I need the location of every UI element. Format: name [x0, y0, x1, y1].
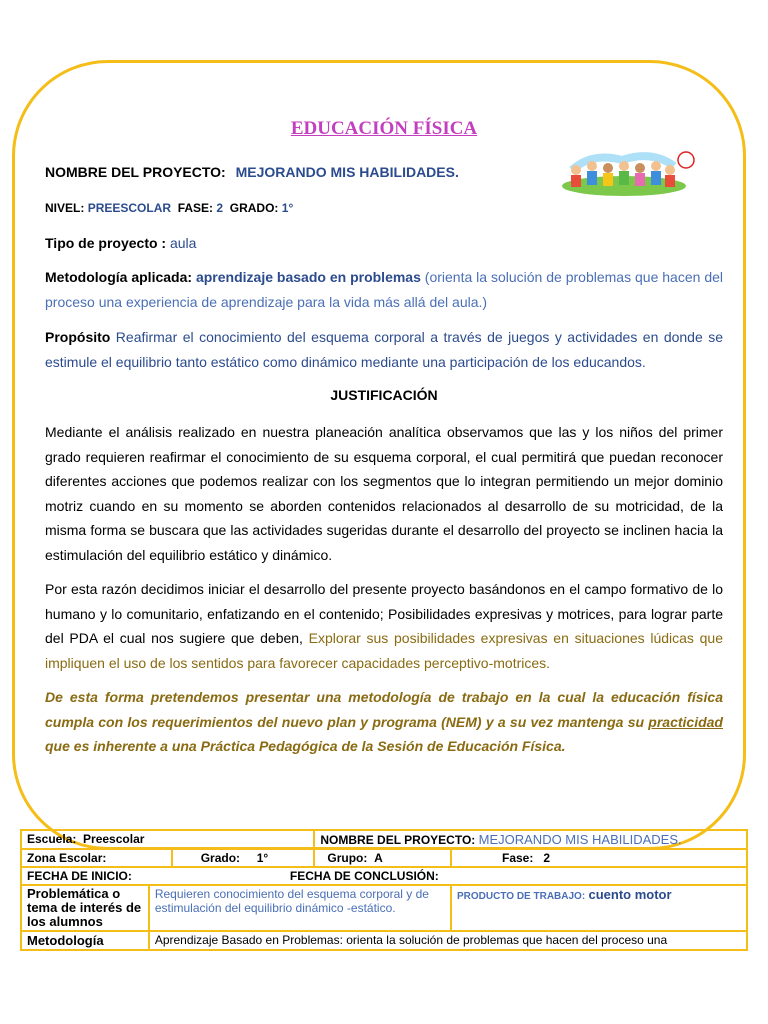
project-value: MEJORANDO MIS HABILIDADES.: [235, 164, 459, 180]
metodologia-table-label: Metodología: [21, 931, 149, 950]
p2-highlight: Explorar sus posibilidades expresivas en situaciones lúdicas que impliquen el uso de los sentidos para favorecer capacidades perceptivo-motrices.: [45, 630, 724, 671]
fase-label: FASE:: [177, 201, 214, 215]
proposito-paragraph: [45, 325, 723, 374]
fecha-conclusion-label: FECHA DE CONCLUSIÓN:: [289, 869, 439, 883]
proposito-text: Reafirmar el conocimiento del esquema corporal a través de juegos y actividades en donde se estimule el equilibrio tanto estático como dinámico mediante una participación de los educandos.: [45, 329, 723, 370]
project-info-table: [20, 829, 748, 951]
page-title: EDUCACIÓN FÍSICA: [290, 118, 478, 139]
table-grupo-value: A: [374, 851, 383, 865]
fechas-cell: [21, 867, 747, 885]
escuela-value: Preescolar: [83, 832, 145, 846]
table-proyecto-value: MEJORANDO MIS HABILIDADES.: [478, 832, 682, 847]
nivel-value: PREESCOLAR: [87, 201, 172, 215]
problematica-value: Requieren conocimiento del esquema corporal y de estimulación del equilibrio dinámico -estático.: [149, 885, 451, 931]
proposito-label: Propósito: [45, 329, 111, 345]
table-row: [21, 885, 747, 931]
producto-label: PRODUCTO DE TRABAJO:: [457, 891, 586, 902]
tipo-line: [45, 235, 196, 251]
project-label: NOMBRE DEL PROYECTO:: [45, 164, 226, 180]
zona-cell: Zona Escolar:: [21, 849, 172, 867]
grado-cell: [172, 849, 315, 867]
justificacion-title: JUSTIFICACIÓN: [330, 387, 438, 403]
fase-cell: [451, 849, 747, 867]
grupo-cell: [314, 849, 451, 867]
escuela-cell: [21, 830, 314, 849]
grado-value: 1°: [281, 201, 294, 215]
project-name-line: [45, 164, 459, 180]
table-proyecto-label: NOMBRE DEL PROYECTO:: [320, 833, 476, 847]
table-fase-value: 2: [543, 851, 551, 865]
justificacion-paragraph-1: Mediante el análisis realizado en nuestra planeación analítica observamos que las y los niños del primer grado requieren reafirmar el conocimiento de su esquema corporal, el cual permitirá que puedan reconocer diferentes acciones que podemos realizar con los segmentos que lo integran permitiendo un mejor dominio motriz cuando en su momento se aborden contenidos relacionados al desarrollo de su motricidad, de la misma forma se buscara que las actividades sugeridas durante el desarrollo del proyecto se inclinen hacia la estimulación del equilibrio estático y dinámico.: [45, 424, 723, 563]
p3-underlined: practicidad: [648, 713, 723, 730]
table-grupo-label: Grupo:: [327, 851, 368, 865]
problematica-label: Problemática o tema de interés de los alumnos: [21, 885, 149, 931]
metodologia-value: aprendizaje basado en problemas: [195, 269, 421, 285]
table-grado-label: Grado:: [200, 851, 241, 865]
p3-text-end: que es inherente a una Práctica Pedagógica de la Sesión de Educación Física.: [45, 738, 566, 754]
table-row: [21, 830, 747, 849]
metodologia-table-value: Aprendizaje Basado en Problemas: orienta la solución de problemas que hacen del proceso una: [149, 931, 747, 950]
producto-cell: [451, 885, 747, 931]
metodologia-paragraph: [45, 265, 723, 314]
tipo-label: Tipo de proyecto :: [45, 235, 167, 251]
table-row: [21, 849, 747, 867]
tipo-value: aula: [169, 235, 197, 251]
table-grado-value: 1°: [256, 851, 269, 865]
escuela-label: Escuela:: [27, 832, 77, 846]
nivel-line: [45, 201, 293, 215]
producto-value: cuento motor: [588, 887, 672, 902]
p3-text: De esta forma pretendemos presentar una metodología de trabajo en la cual la educación física cumpla con los requerimientos del nuevo plan y programa (NEM) y a su vez mantenga su: [45, 689, 723, 730]
metodologia-label: Metodología aplicada:: [45, 269, 193, 285]
justificacion-paragraph-2: [45, 577, 723, 675]
p2-text: Por esta razón decidimos iniciar el desarrollo del presente proyecto basándonos en el campo formativo de lo humano y lo comunitario, enfatizando en el contenido; Posibilidades expresivas y motrices, para lograr parte del PDA el cual nos sugiere que deben,: [45, 581, 723, 646]
grado-label: GRADO:: [229, 201, 279, 215]
proyecto-cell: [314, 830, 747, 849]
nivel-label: NIVEL:: [45, 201, 85, 215]
fase-value: 2: [216, 201, 224, 215]
metodologia-description: (orienta la solución de problemas que hacen del proceso una experiencia de aprendizaje para la vida más allá del aula.): [45, 269, 723, 310]
children-clipart-image: [562, 148, 697, 198]
table-fase-label: Fase:: [502, 851, 534, 865]
table-row: [21, 867, 747, 885]
table-row: [21, 931, 747, 950]
justificacion-paragraph-3: [45, 685, 723, 759]
fecha-inicio-label: FECHA DE INICIO:: [27, 869, 132, 883]
